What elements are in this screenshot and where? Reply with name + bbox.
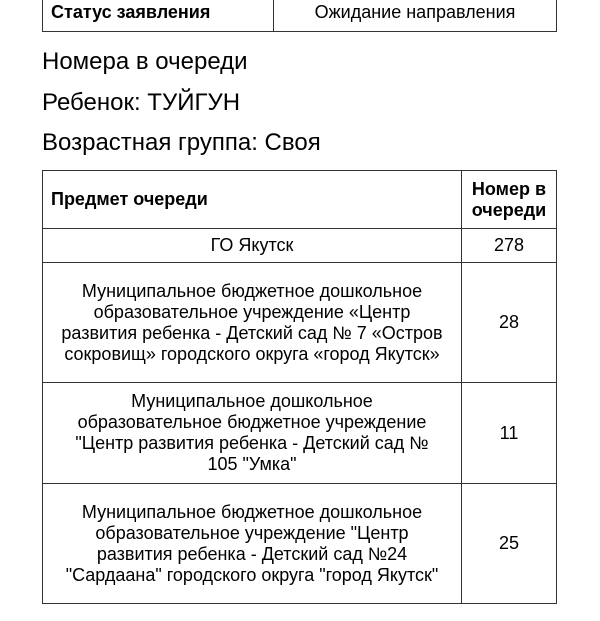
table-row [43,484,557,604]
child-name: Ребенок: ТУЙГУН [42,89,241,116]
header-number [462,171,557,229]
queue-number: 278 [462,229,557,263]
queue-number: 28 [462,263,557,383]
queue-subject: Муниципальное бюджетное дошкольное образовательное учреждение «Центр развития ребенка - Детский сад № 7 «Остров сокровищ» городского округа «город Якутск» [43,263,462,383]
header-subject: Предмет очереди [43,171,462,229]
queue-header-row [43,171,557,229]
status-label: Статус заявления [43,0,274,32]
table-row [43,263,557,383]
queue-subject: Муниципальное дошкольное образовательное бюджетное учреждение "Центр развития ребенка - Детский сад № 105 "Умка" [43,383,462,484]
queue-number: 25 [462,484,557,604]
table-row [43,383,557,484]
queue-subject: ГО Якутск [43,229,462,263]
age-group: Возрастная группа: Своя [42,129,321,156]
queue-subject: Муниципальное бюджетное дошкольное образовательное учреждение "Центр развития ребенка - Детский сад №24 "Сардаана" городского округа "город Якутск" [43,484,462,604]
header-number-line1: Номер в [471,178,547,199]
queue-table [42,170,557,604]
status-value: Ожидание направления [274,0,557,32]
table-row [43,229,557,263]
queue-number: 11 [462,383,557,484]
status-table [42,0,557,32]
section-title: Номера в очереди [42,48,248,75]
header-number-line2: очереди [471,199,547,220]
status-row [43,0,557,32]
